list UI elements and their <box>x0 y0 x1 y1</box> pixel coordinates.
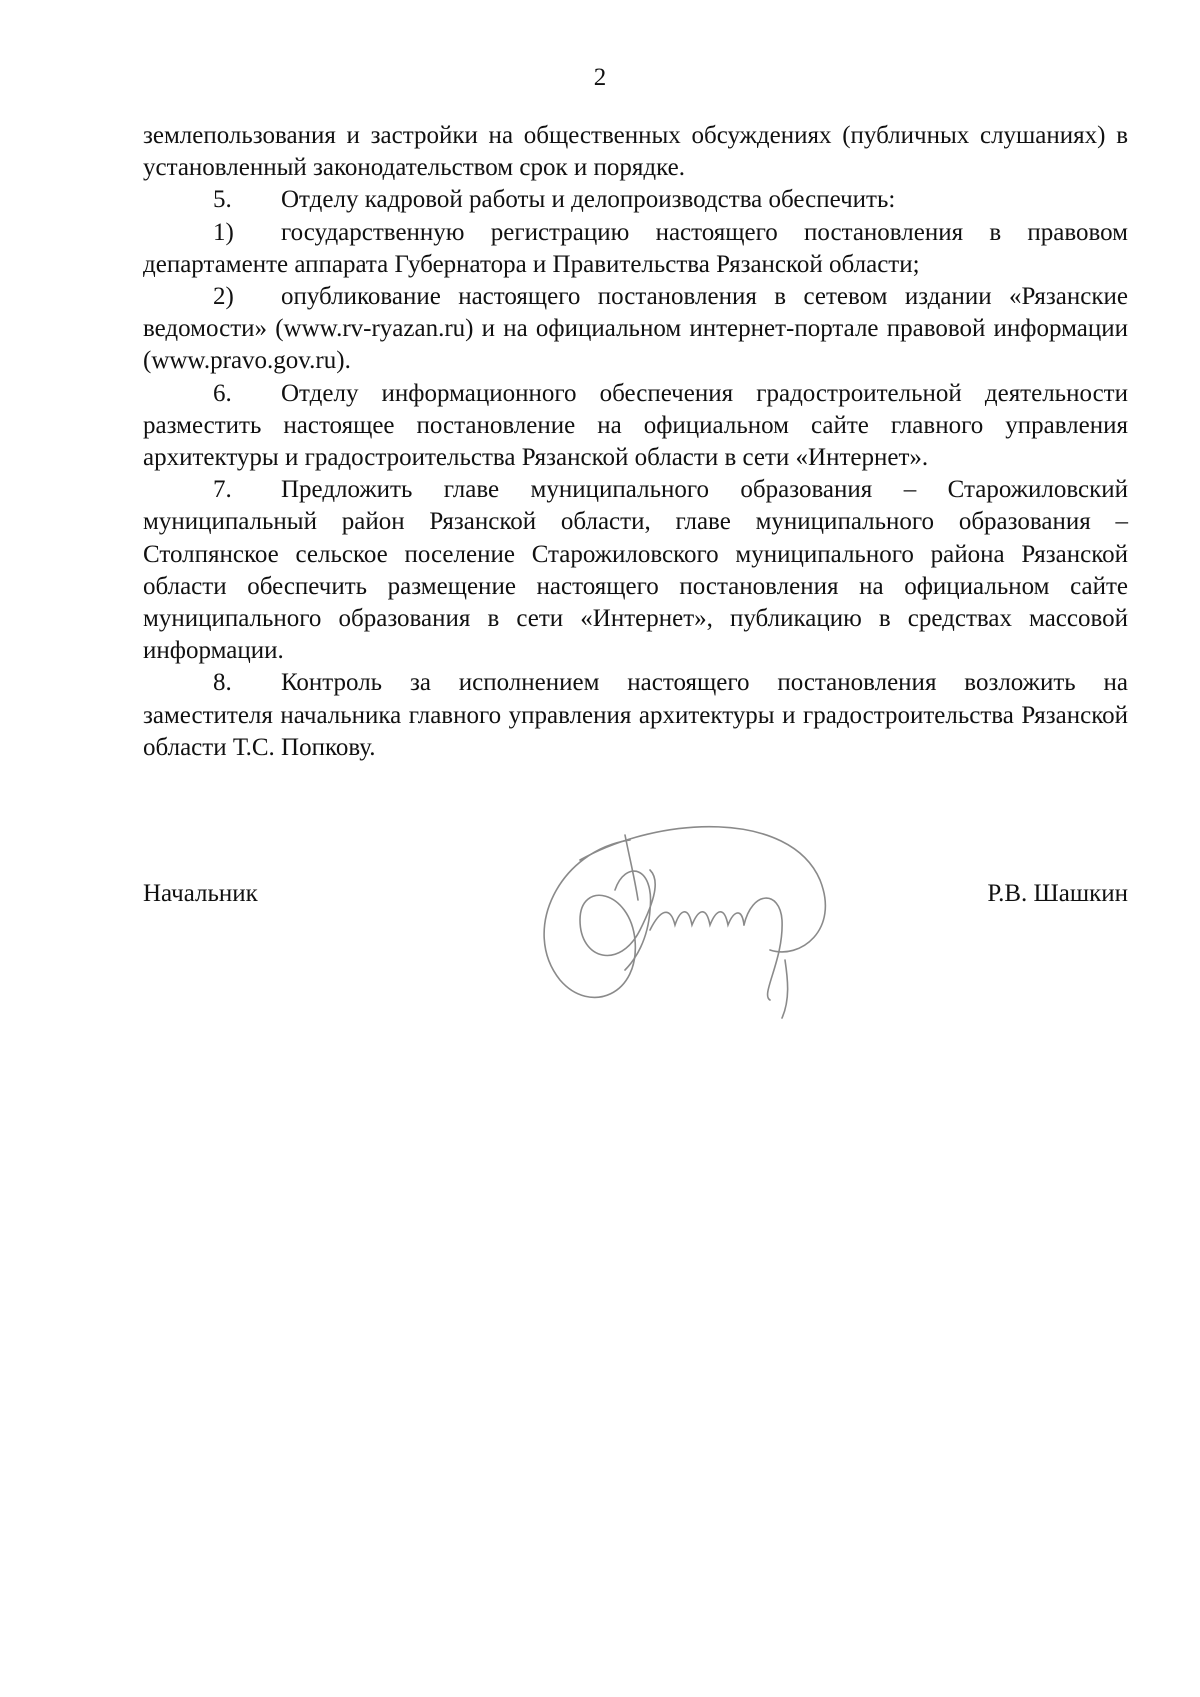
paragraph-item-5 <box>143 184 1128 216</box>
item-number: 6. <box>213 379 232 407</box>
paragraph-item-6 <box>143 378 1128 475</box>
signatory-position: Начальник <box>143 880 258 907</box>
item-number: 5. <box>213 186 232 214</box>
signatory-name: Р.В. Шашкин <box>987 880 1128 907</box>
paragraph-text: Контроль за исполнением настоящего постановления возложить на заместителя начальника главного управления архитектуры и градостроительства Рязанской области Т.С. Попкову. <box>143 669 1128 761</box>
handwritten-signature <box>520 820 860 1020</box>
document-body <box>143 120 1128 764</box>
signature-block <box>143 880 1128 920</box>
item-number: 8. <box>213 669 232 697</box>
paragraph-continuation <box>143 120 1128 184</box>
paragraph-subitem-1 <box>143 217 1128 281</box>
paragraph-text: опубликование настоящего постановления в сетевом издании «Рязанские ведомости» (www.rv-ryazan.ru) и на официальном интернет-портале правовой информации (www.pravo.gov.ru). <box>143 283 1128 375</box>
paragraph-text: Отделу информационного обеспечения градостроительной деятельности разместить настоящее постановление на официальном сайте главного управления архитектуры и градостроительства Рязанской области в сети «Интернет». <box>143 379 1128 472</box>
paragraph-text: землепользования и застройки на общественных обсуждениях (публичных слушаниях) в установленный законодательством срок и порядке. <box>143 122 1128 182</box>
paragraph-item-8 <box>143 667 1128 764</box>
paragraph-item-7 <box>143 474 1128 667</box>
item-number: 1) <box>213 218 234 246</box>
paragraph-text: Отделу кадровой работы и делопроизводства обеспечить: <box>281 186 896 214</box>
page-number: 2 <box>593 64 607 91</box>
item-number: 2) <box>213 283 234 311</box>
item-number: 7. <box>213 476 232 504</box>
paragraph-subitem-2 <box>143 281 1128 378</box>
paragraph-text: государственную регистрацию настоящего постановления в правовом департаменте аппарата Губернатора и Правительства Рязанской области; <box>143 218 1128 278</box>
paragraph-text: Предложить главе муниципального образования – Старожиловский муниципальный район Рязанской области, главе муниципального образования – Столпянское сельское поселение Старожиловского муниципального района Рязанской области обеспечить размещение настоящего постановления на официальном сайте муниципального образования в сети «Интернет», публикацию в средствах массовой информации. <box>143 476 1128 665</box>
